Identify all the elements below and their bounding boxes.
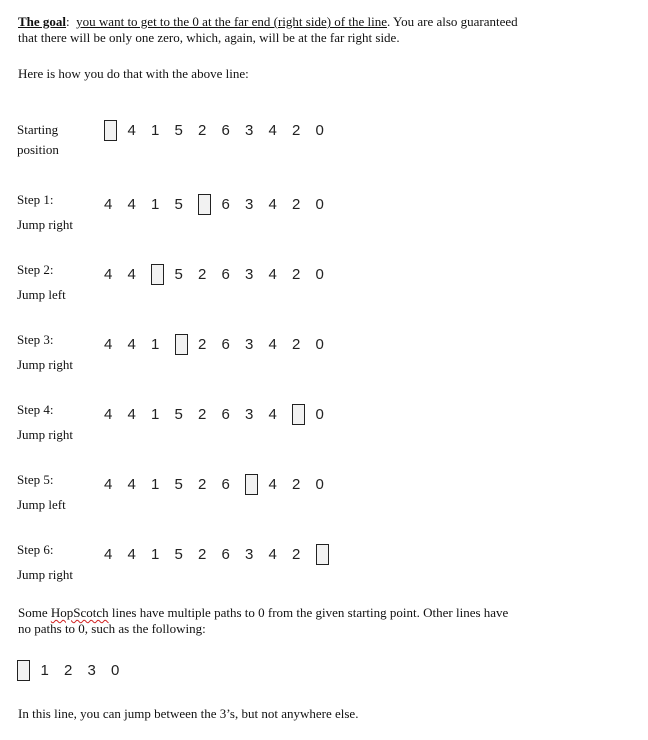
sequence-number: 2: [198, 121, 207, 139]
sequence-number: 4: [104, 335, 113, 353]
hopscotch-word: HopScotch: [50, 605, 109, 620]
sequence-number: 5: [174, 121, 183, 139]
step-label: Step 6:: [17, 542, 54, 557]
sequence-number: 0: [315, 265, 324, 283]
sequence-number: 5: [174, 405, 183, 423]
step-action: Jump right: [17, 217, 73, 232]
sequence-number: 4: [268, 195, 277, 213]
sequence-number: 2: [292, 335, 301, 353]
sequence-number: 4: [104, 195, 113, 213]
sequence-number: 1: [151, 545, 160, 563]
step-sequence: [104, 472, 339, 496]
goal-statement: you want to get to the 0 at the far end (right side) of the line: [76, 14, 387, 29]
sequence-number: 1: [151, 405, 160, 423]
position-marker: [17, 660, 30, 681]
closing-text: In this line, you can jump between the 3’s, but not anywhere else.: [18, 706, 359, 721]
position-marker: [198, 194, 211, 215]
sequence-number: 4: [104, 545, 113, 563]
sequence-number: 2: [198, 545, 207, 563]
position-marker-cell: [175, 334, 199, 355]
sequence-number: 5: [174, 475, 183, 493]
position-marker-cell: [292, 404, 316, 425]
sequence-number: 2: [198, 335, 207, 353]
note-pre: Some: [18, 605, 51, 620]
sequence-number: 4: [104, 405, 113, 423]
step-label: Starting: [17, 122, 59, 137]
sequence-number: 2: [198, 265, 207, 283]
sequence-number: 4: [268, 335, 277, 353]
sequence-number: 2: [292, 475, 301, 493]
step-sequence: [104, 402, 339, 426]
sequence-number: 4: [127, 121, 136, 139]
step-action: Jump left: [17, 497, 66, 512]
sequence-number: 3: [245, 265, 254, 283]
sequence-number: 0: [111, 661, 120, 679]
position-marker-cell: [151, 264, 175, 285]
sequence-number: 0: [315, 195, 324, 213]
howto-text: Here is how you do that with the above line:: [18, 66, 249, 81]
sequence-number: 3: [245, 405, 254, 423]
goal-colon: :: [66, 14, 70, 29]
step-label: Step 4:: [17, 402, 54, 417]
note-line2: no paths to 0, such as the following:: [18, 621, 206, 636]
position-marker-cell: [104, 120, 128, 141]
sequence-number: 3: [245, 195, 254, 213]
sequence-number: 2: [292, 545, 301, 563]
position-marker-cell: [316, 544, 340, 565]
sequence-number: 2: [292, 265, 301, 283]
sequence-number: 4: [268, 545, 277, 563]
position-marker: [104, 120, 117, 141]
sequence-number: 5: [174, 545, 183, 563]
position-marker: [151, 264, 164, 285]
sequence-number: 0: [315, 121, 324, 139]
position-marker-cell: [245, 474, 269, 495]
sequence-number: 1: [151, 475, 160, 493]
step-action: Jump left: [17, 287, 66, 302]
sequence-number: 1: [40, 661, 49, 679]
step-sequence: [104, 192, 339, 216]
position-marker-cell: [198, 194, 222, 215]
step-sequence: [104, 118, 339, 142]
sequence-number: 1: [151, 195, 160, 213]
sequence-number: 4: [127, 265, 136, 283]
position-marker: [292, 404, 305, 425]
sequence-number: 6: [221, 265, 230, 283]
sequence-number: 1: [151, 121, 160, 139]
sequence-number: 4: [104, 475, 113, 493]
sequence-number: 4: [268, 121, 277, 139]
sequence-number: 0: [315, 475, 324, 493]
sequence-number: 3: [245, 121, 254, 139]
sequence-number: 2: [198, 475, 207, 493]
sequence-number: 4: [268, 475, 277, 493]
sequence-number: 4: [127, 475, 136, 493]
step-label: Step 3:: [17, 332, 54, 347]
sequence-number: 6: [221, 121, 230, 139]
sequence-number: 4: [127, 195, 136, 213]
sequence-number: 4: [104, 265, 113, 283]
position-marker: [245, 474, 258, 495]
step-action: Jump right: [17, 357, 73, 372]
sequence-number: 4: [127, 405, 136, 423]
goal-rest: . You are also guaranteed: [387, 14, 518, 29]
sequence-number: 3: [245, 335, 254, 353]
goal-heading: The goal: [18, 14, 67, 29]
note-line1: [18, 605, 508, 621]
position-marker: [316, 544, 329, 565]
sequence-number: 4: [127, 545, 136, 563]
step-label: Step 2:: [17, 262, 54, 277]
sequence-number: 3: [245, 545, 254, 563]
sequence-number: 3: [87, 661, 96, 679]
step-label: Step 1:: [17, 192, 54, 207]
goal-paragraph-line1: [18, 14, 518, 30]
sequence-number: 6: [221, 195, 230, 213]
sequence-number: 6: [221, 405, 230, 423]
sequence-number: 4: [268, 405, 277, 423]
step-label: Step 5:: [17, 472, 54, 487]
sequence-number: 2: [64, 661, 73, 679]
step-sequence: [104, 542, 339, 566]
sequence-number: 5: [174, 195, 183, 213]
sequence-number: 0: [315, 405, 324, 423]
step-sequence: [104, 262, 339, 286]
sequence-number: 2: [292, 195, 301, 213]
sequence-number: 5: [174, 265, 183, 283]
sequence-number: 4: [127, 335, 136, 353]
note-post: lines have multiple paths to 0 from the given starting point. Other lines have: [108, 605, 509, 620]
position-marker-cell: [17, 660, 41, 681]
sequence-number: 4: [268, 265, 277, 283]
position-marker: [175, 334, 188, 355]
step-sequence: [104, 332, 339, 356]
sequence-number: 6: [221, 475, 230, 493]
sequence-number: 6: [221, 545, 230, 563]
sequence-number: 2: [198, 405, 207, 423]
step-action: Jump right: [17, 427, 73, 442]
example-sequence: [17, 658, 135, 682]
sequence-number: 2: [292, 121, 301, 139]
goal-paragraph-line2: that there will be only one zero, which, again, will be at the far right side.: [18, 30, 400, 45]
step-action: position: [17, 142, 59, 157]
step-action: Jump right: [17, 567, 73, 582]
sequence-number: 6: [221, 335, 230, 353]
sequence-number: 0: [315, 335, 324, 353]
sequence-number: 1: [151, 335, 160, 353]
